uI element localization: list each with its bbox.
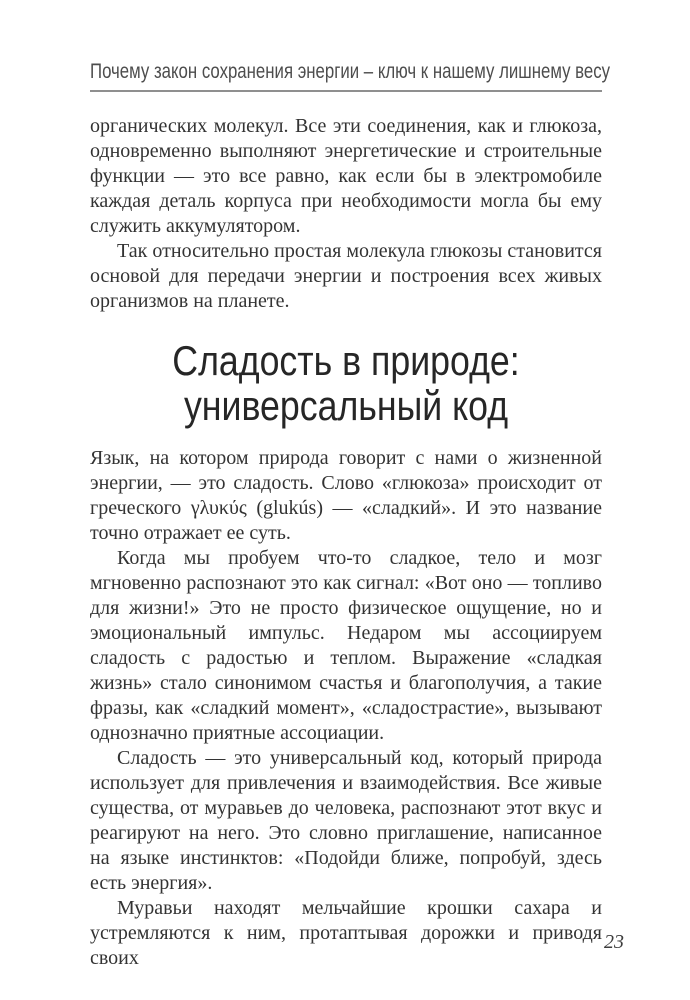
paragraph: Так относительно простая молекула глюкозы становится основой для передачи энергии и построения всех живых организмов на планете. bbox=[90, 240, 602, 312]
paragraph-cutoff: Муравьи находят мельчайшие крошки сахара и устремляются к ним, протаптывая дорожки и приводя своих bbox=[90, 897, 602, 969]
running-header: Почему закон сохранения энергии – ключ к нашему лишнему весу bbox=[90, 60, 611, 83]
paragraph: Язык, на котором природа говорит с нами о жизненной энергии, — это сладость. Слово «глюкоза» происходит от греческого γλυκύς (glukús) — «сладкий». И это название точно отражает ее суть. bbox=[90, 447, 602, 544]
paragraph: Сладость — это универсальный код, который природа использует для привлечения и взаимодействия. Все живые существа, от муравьев до человека, распознают этот вкус и реагируют на него. Это словно приглашение, написанное на языке инстинктов: «Подойди ближе, попробуй, здесь есть энергия». bbox=[90, 747, 602, 894]
page-body bbox=[90, 114, 602, 971]
page-number: 23 bbox=[604, 931, 624, 953]
running-header-block bbox=[90, 60, 611, 92]
paragraph-continuation: органических молекул. Все эти соединения, как и глюкоза, одновременно выполняют энергетические и строительные функции — это все равно, как если бы в электромобиле каждая деталь корпуса при необходимости могла бы ему служить аккумулятором. bbox=[90, 115, 602, 237]
paragraph: Когда мы пробуем что-то сладкое, тело и мозг мгновенно распознают это как сигнал: «Вот оно — топливо для жизни!» Это не просто физическое ощущение, но и эмоциональный импульс. Недаром мы ассоциируем сладость с радостью и теплом. Выражение «сладкая жизнь» стало синонимом счастья и благополучия, а такие фразы, как «сладкий момент», «сладострастие», вызывают однозначно приятные ассоциации. bbox=[90, 547, 602, 744]
section-heading-line1: Сладость в природе: bbox=[172, 337, 520, 384]
section-heading-line2: универсальный код bbox=[183, 382, 509, 429]
section-heading bbox=[128, 338, 563, 428]
